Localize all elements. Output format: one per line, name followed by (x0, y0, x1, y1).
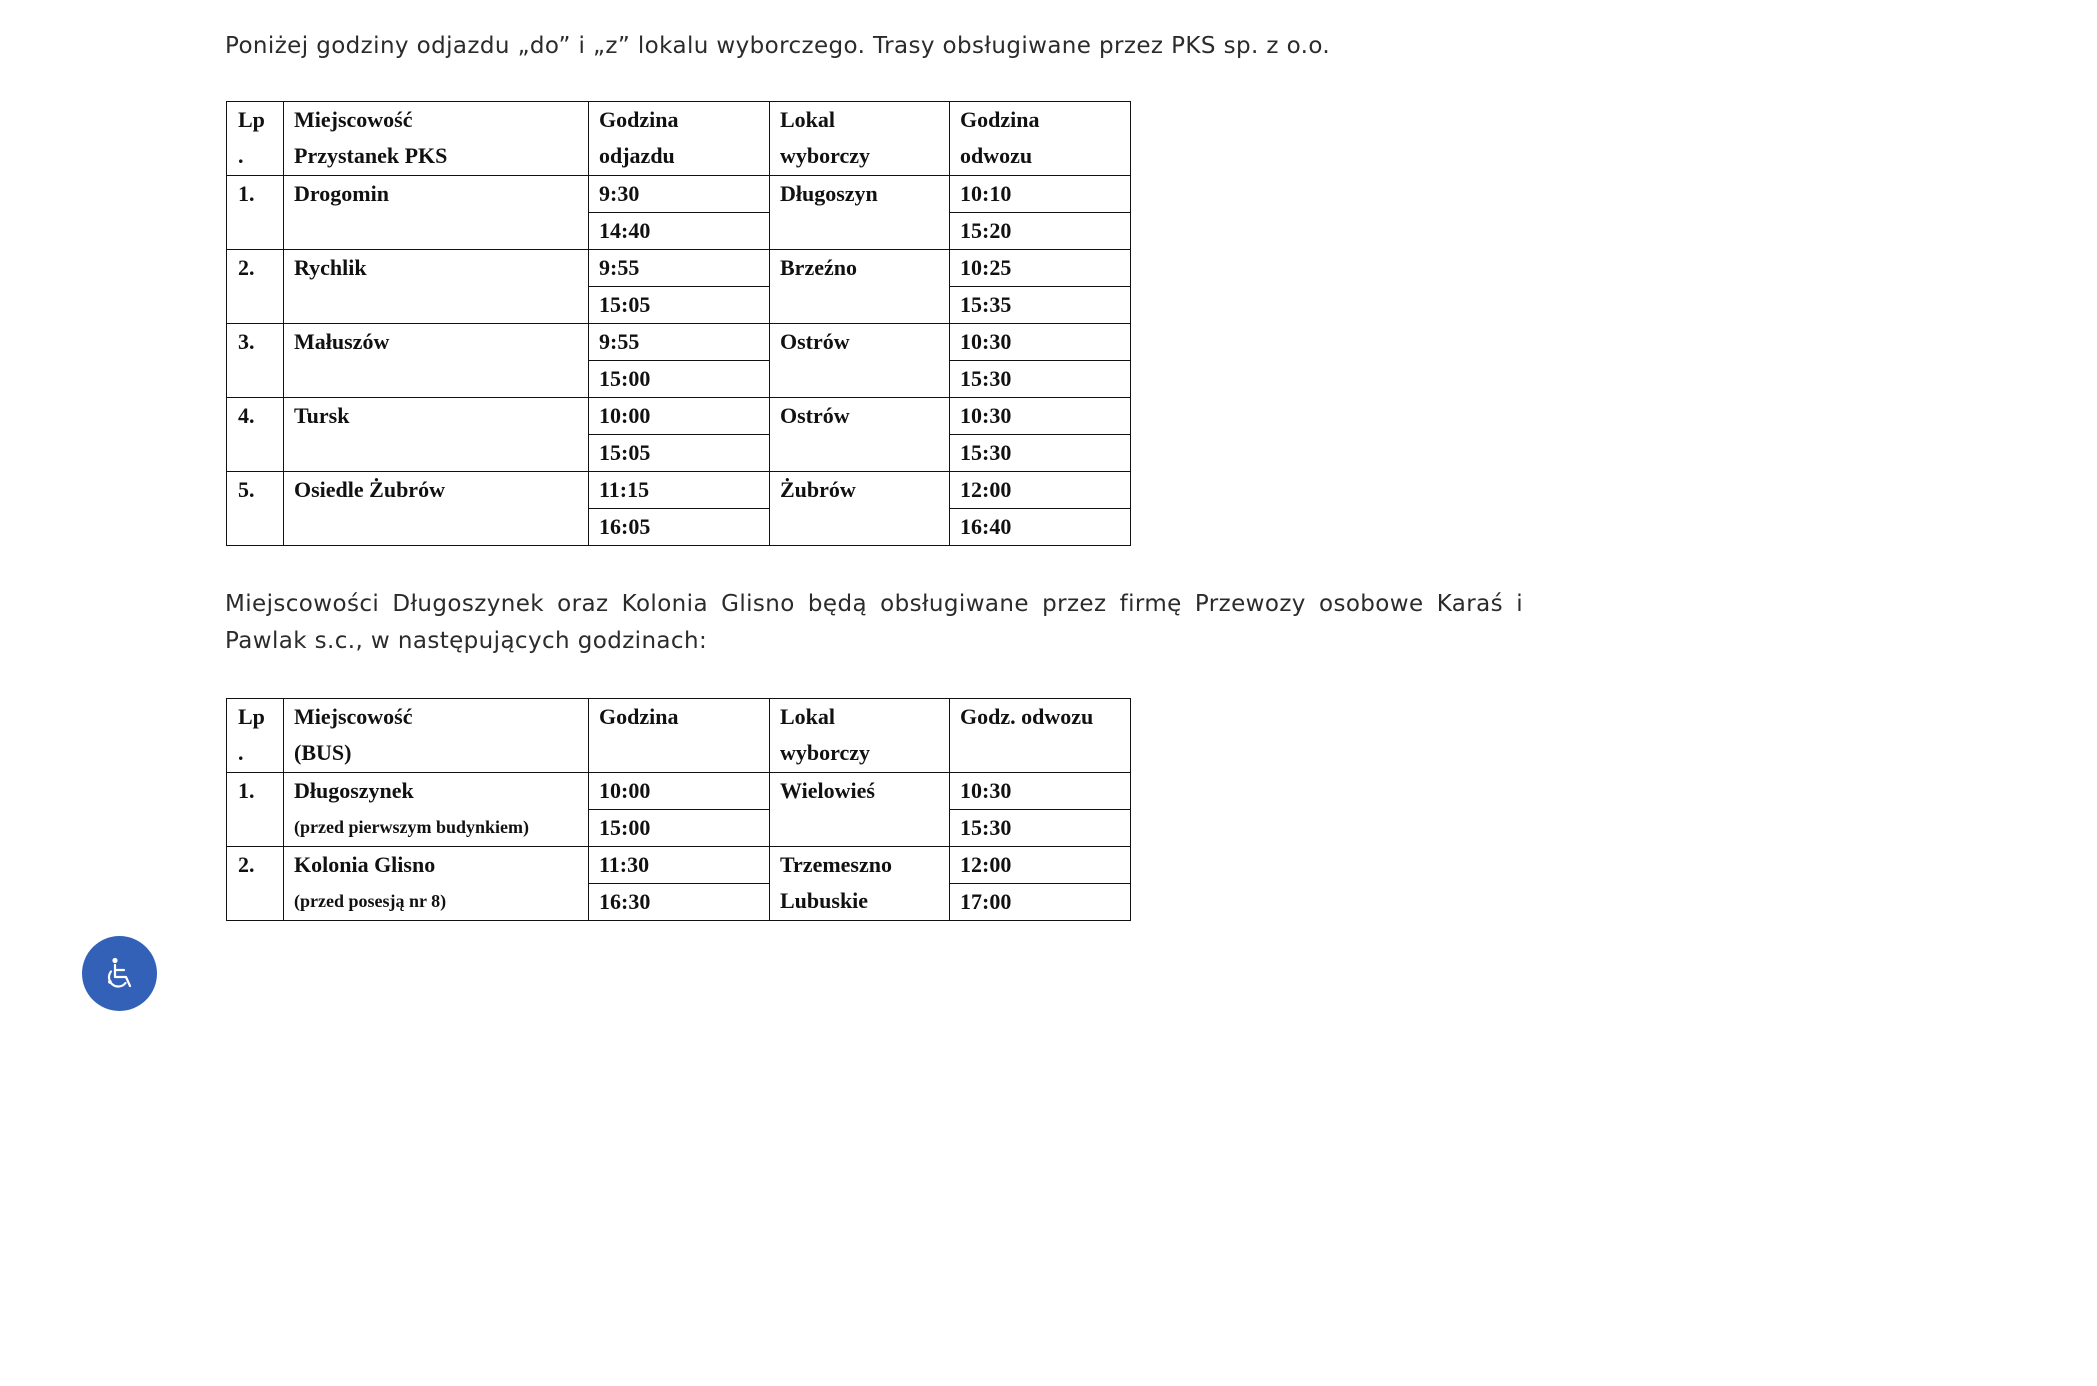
row-number: 4. (227, 398, 284, 472)
return-time: 10:30 (950, 398, 1131, 435)
departure-time: 10:00 (589, 773, 770, 810)
return-time: 12:00 (950, 847, 1131, 884)
header-place-line2: Przystanek PKS (294, 143, 448, 168)
departure-time: 15:00 (589, 810, 770, 847)
polling-location: Brzeźno (770, 250, 950, 324)
polling-location (770, 773, 950, 847)
return-time: 15:35 (950, 287, 1131, 324)
header-place-line2: (BUS) (294, 740, 352, 765)
polling-location: Ostrów (770, 398, 950, 472)
return-time: 12:00 (950, 472, 1131, 509)
row-number: 2. (227, 250, 284, 324)
departure-time: 9:30 (589, 176, 770, 213)
table-row (227, 773, 1131, 810)
header-location-line2: wyborczy (780, 740, 871, 765)
return-time: 10:30 (950, 773, 1131, 810)
table-row (227, 324, 1131, 361)
header-lp (227, 102, 284, 176)
header-return-line1: Godzina (960, 107, 1040, 132)
table-row (227, 250, 1131, 287)
place-name: Rychlik (284, 250, 589, 324)
wheelchair-icon (102, 956, 138, 992)
departure-time: 11:15 (589, 472, 770, 509)
header-location (770, 699, 950, 773)
header-location-line1: Lokal (780, 704, 836, 729)
polling-location-line2: Lubuskie (780, 888, 869, 913)
header-departure-line2: odjazdu (599, 143, 675, 168)
header-location-line2: wyborczy (780, 143, 871, 168)
second-paragraph-line2: Pawlak s.c., w następujących godzinach: (225, 628, 708, 654)
header-return (950, 102, 1131, 176)
departure-time: 14:40 (589, 213, 770, 250)
second-paragraph (225, 586, 1523, 660)
bus-schedule-table (226, 698, 1131, 921)
row-number: 1. (227, 773, 284, 847)
header-departure-line1: Godzina (599, 704, 679, 729)
polling-location: Ostrów (770, 324, 950, 398)
header-place (284, 699, 589, 773)
row-number: 1. (227, 176, 284, 250)
place-name: Tursk (284, 398, 589, 472)
place-note: (przed pierwszym budynkiem) (294, 817, 529, 837)
header-location (770, 102, 950, 176)
header-departure-line1: Godzina (599, 107, 679, 132)
table-header-row (227, 699, 1131, 773)
header-return (950, 699, 1131, 773)
table-row (227, 176, 1131, 213)
header-return-line1: Godz. odwozu (960, 704, 1094, 729)
place-cell (284, 847, 589, 921)
polling-location-line1: Wielowieś (780, 778, 875, 803)
pks-schedule-table (226, 101, 1131, 546)
polling-location: Długoszyn (770, 176, 950, 250)
header-lp-line2: . (238, 143, 244, 168)
table-row (227, 398, 1131, 435)
departure-time: 16:30 (589, 884, 770, 921)
header-return-line2: odwozu (960, 143, 1033, 168)
departure-time: 11:30 (589, 847, 770, 884)
table-row (227, 847, 1131, 884)
header-location-line1: Lokal (780, 107, 836, 132)
place-name: Małuszów (284, 324, 589, 398)
table-header-row (227, 102, 1131, 176)
accessibility-button[interactable] (82, 936, 157, 1011)
return-time: 10:10 (950, 176, 1131, 213)
header-place-line1: Miejscowość (294, 107, 413, 132)
header-departure (589, 699, 770, 773)
polling-location (770, 847, 950, 921)
second-paragraph-line1: Miejscowości Długoszynek oraz Kolonia Glisno będą obsługiwane przez firmę Przewozy osobowe Karaś i (225, 591, 1523, 617)
departure-time: 15:05 (589, 287, 770, 324)
return-time: 15:30 (950, 361, 1131, 398)
header-place (284, 102, 589, 176)
bus-schedule-body (227, 773, 1131, 921)
pks-schedule-body (227, 176, 1131, 546)
departure-time: 15:00 (589, 361, 770, 398)
row-number: 2. (227, 847, 284, 921)
departure-time: 16:05 (589, 509, 770, 546)
header-lp (227, 699, 284, 773)
return-time: 10:25 (950, 250, 1131, 287)
return-time: 16:40 (950, 509, 1131, 546)
header-lp-line2: . (238, 740, 244, 765)
polling-location: Żubrów (770, 472, 950, 546)
row-number: 3. (227, 324, 284, 398)
header-lp-line1: Lp (238, 704, 265, 729)
departure-time: 10:00 (589, 398, 770, 435)
header-place-line1: Miejscowość (294, 704, 413, 729)
return-time: 10:30 (950, 324, 1131, 361)
place-name: Osiedle Żubrów (284, 472, 589, 546)
departure-time: 15:05 (589, 435, 770, 472)
place-name: Drogomin (284, 176, 589, 250)
place-note: (przed posesją nr 8) (294, 891, 447, 911)
intro-paragraph: Poniżej godziny odjazdu „do” i „z” lokalu wyborczego. Trasy obsługiwane przez PKS sp. z o.o. (225, 33, 1331, 59)
header-departure (589, 102, 770, 176)
header-lp-line1: Lp (238, 107, 265, 132)
place-name: Długoszynek (294, 778, 414, 803)
departure-time: 9:55 (589, 324, 770, 361)
table-row (227, 472, 1131, 509)
return-time: 17:00 (950, 884, 1131, 921)
polling-location-line1: Trzemeszno (780, 852, 892, 877)
row-number: 5. (227, 472, 284, 546)
return-time: 15:20 (950, 213, 1131, 250)
departure-time: 9:55 (589, 250, 770, 287)
return-time: 15:30 (950, 810, 1131, 847)
return-time: 15:30 (950, 435, 1131, 472)
place-name: Kolonia Glisno (294, 852, 436, 877)
place-cell (284, 773, 589, 847)
